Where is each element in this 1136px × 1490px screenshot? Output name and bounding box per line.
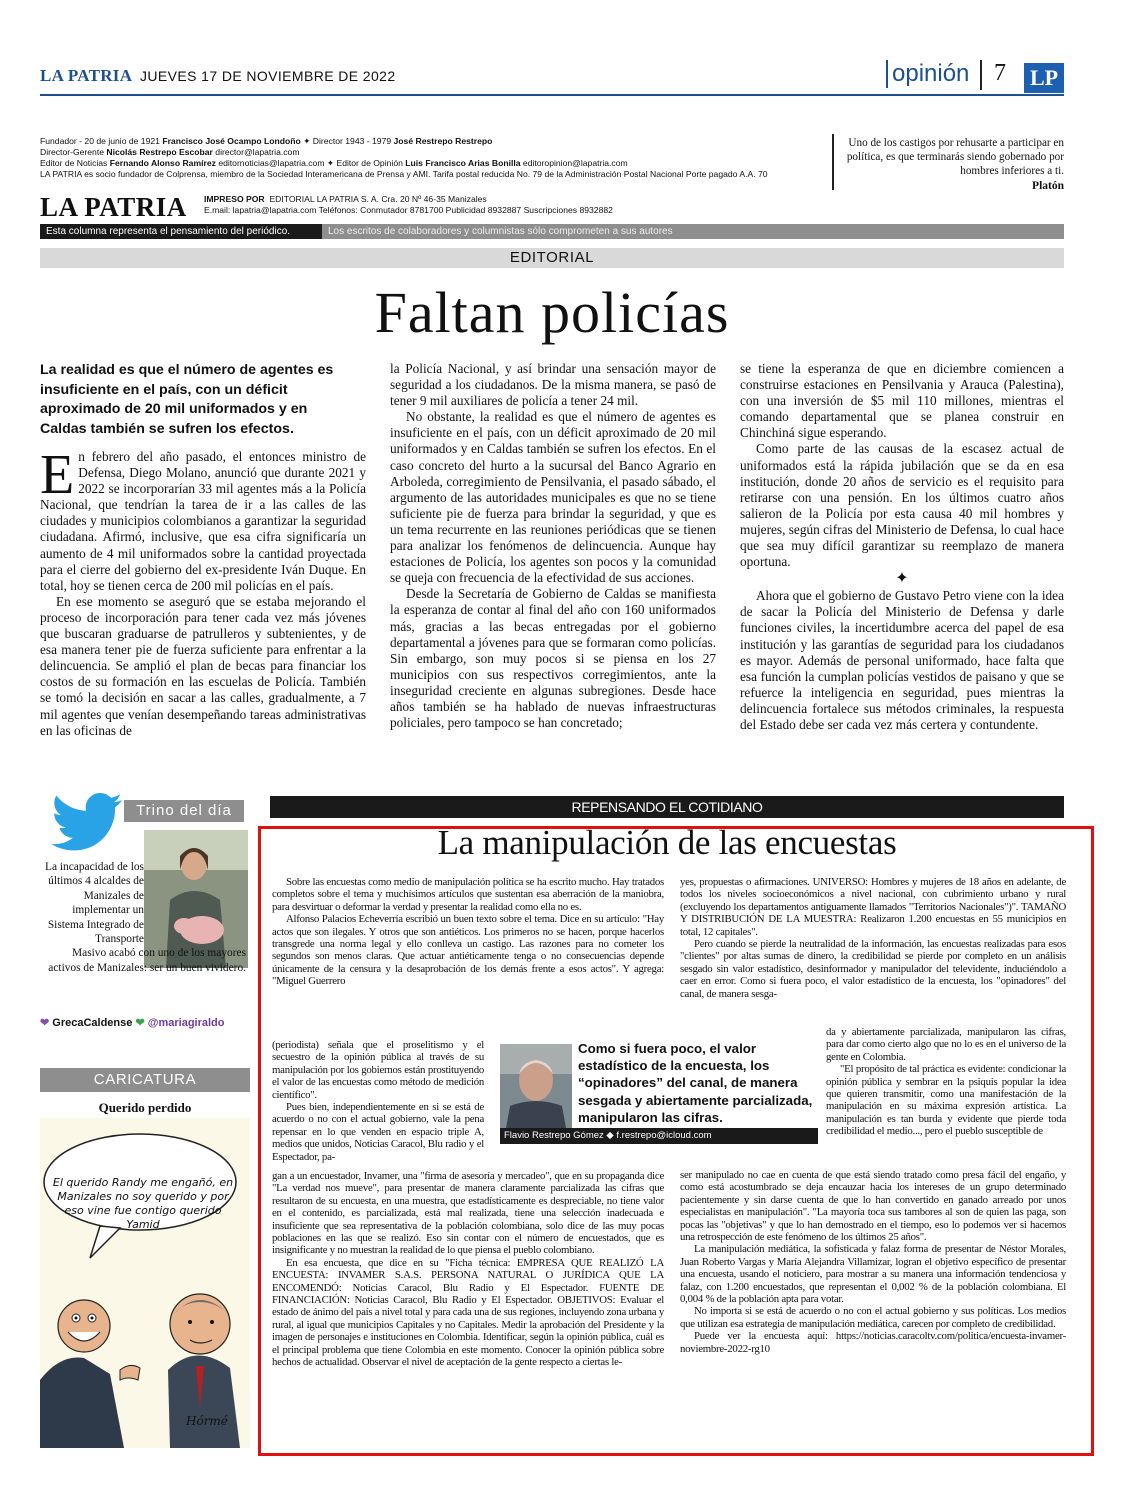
editorial-column-1 <box>40 444 366 739</box>
editorial-paragraph: la Policía Nacional, y así brindar una sensación mayor de seguridad a los ciudadanos. De la misma manera, se pasó de tener 9 mil auxiliares de policía a tener 24 mil. <box>390 361 716 409</box>
column-paragraph: Pues bien, independientemente en si se está de acuerdo o no con el actual gobierno, vale la pena repensar en lo que venden en espacio triple A, medios que unidos, Noticias Caracol, Blu radio y el Espectador, pa- <box>272 1101 484 1163</box>
caricatura-tab: CARICATURA <box>40 1068 250 1092</box>
column-text-block <box>272 1170 664 1369</box>
column-section-bar: REPENSANDO EL COTIDIANO <box>270 796 1064 818</box>
heart-icon: ❤ <box>40 1017 50 1029</box>
column-paragraph: "El propósito de tal práctica es evidente: condicionar la opinión pública y sembrar en la psiquis popular la idea que quieren transmitir, como una manifestación de la manipulación en su máxima expresión artística. La manipulación es tan burda y evidente que pierde toda credibilidad el medio..., pero el pueblo susceptible de <box>826 1063 1066 1138</box>
newspaper-logo: LA PATRIA <box>40 192 187 222</box>
credit-email: director@lapatria.com <box>215 147 300 157</box>
cartoonist-signature: Hórmé <box>186 1414 228 1428</box>
editorial-paragraph: Ahora que el gobierno de Gustavo Petro viene con la idea de sacar la Policía del Ministerio de Defensa y darle funciones civiles, la incertidumbre acerca del papel de esa institución y las garantías de seguridad para los ciudadanos es mayor. Además de personal uniformado, hace falta que esa función la cumplan policías vestidos de paisano y que se refuerce la inteligencia en seguridad, pues mientras la delincuencia fortalece sus métodos criminales, la respuesta del Estado debe ser cada vez más certera y contundente. <box>740 588 1064 732</box>
print-contacts: E.mail: lapatria@lapatria.com Teléfonos: Conmutador 8781700 Publicidad 8932887 Suscripciones 8932882 <box>204 205 613 215</box>
masthead-date: JUEVES 17 DE NOVIEMBRE DE 2022 <box>140 68 396 84</box>
cartoon-speech-bubble: El querido Randy me engañó, en Manizales no soy querido y por eso vine fue contigo querido Yamid <box>52 1176 234 1231</box>
credit-name: Luis Francisco Arias Bonilla <box>405 158 521 168</box>
tweet-text <box>40 860 246 975</box>
column-text-block <box>272 876 664 988</box>
heart-icon: ❤ <box>135 1017 145 1029</box>
credit-editors <box>40 158 628 169</box>
credit-name: José Restrepo Restrepo <box>393 136 493 146</box>
column-paragraph: da y abiertamente parcializada, manipularon las cifras, para dar como cierto algo que no lo es en el universo de la gente en Colombia. <box>826 1026 1066 1063</box>
cartoon-illustration <box>40 1118 250 1448</box>
tweet-text-rest: Masivo acabó con uno de los mayores activos de Manizales: ser un buen vividero. <box>48 947 246 974</box>
column-text-block <box>826 1026 1066 1138</box>
column-paragraph: La manipulación mediática, la sofisticada y falaz forma de presentar de Néstor Morales, Juan Roberto Vargas y María Alejandra Villamizar, logran el objetivo específico de presentar una encuesta, usando el noticiero, para mostrar a su manera una información tendenciosa y falaz, con 1.200 encuestados, que representan el 0,002 % de la población colombiana. El 0,004 % de la población apta para votar. <box>680 1243 1066 1306</box>
twitter-bird-icon <box>52 792 124 857</box>
editorial-paragraph: No obstante, la realidad es que el número de agentes es insuficiente en el país, con un déficit aproximado de 20 mil uniformados y en Caldas también se sufren los efectos. En el caso concreto del hurto a la sucursal del Banco Agrario en Arboleda, corregimiento de Pensilvania, el pasado sábado, el argumento de las autoridades municipales es que no se tiene suficiente pie de fuerza para brindar la seguridad, y que es un tema recurrente en las reuniones periódicas que se tienen para analizar los fenómenos de delincuencia. Aunque hay estaciones de Policía, los agentes son pocos y la comunidad se queja con frecuencia de la efectividad de sus acciones. <box>390 409 716 586</box>
tweet-handle[interactable]: @mariagiraldo <box>147 1017 225 1029</box>
cartoon-title: Querido perdido <box>98 1100 192 1115</box>
drop-cap: E <box>40 444 75 506</box>
section-label: opinión <box>886 60 969 88</box>
credit-founder <box>40 136 492 147</box>
column-paragraph: Pero cuando se pierde la neutralidad de la información, las encuestas realizadas para esos "clientes" por altas sumas de dinero, la credibilidad se pierde por completo en un análisis sesgado sin valor estadístico, desinformador y manipulador del televidente, induciéndolo a caer en error. Como si fuera poco, el valor estadístico de la encuesta, los "opinadores" del canal, de manera sesga- <box>680 938 1066 1000</box>
columnist-photo <box>500 1044 572 1128</box>
editorial-disclaimer: Esta columna representa el pensamiento del periódico. <box>40 224 322 239</box>
column-paragraph: No importa si se está de acuerdo o no con el actual gobierno y sus políticas. Los medios que utilizan esa estrategia de manipulación mediática, carecen por completo de credibilidad. <box>680 1305 1066 1330</box>
credit-email: editoropinion@lapatria.com <box>522 158 628 168</box>
print-label: IMPRESO POR <box>204 194 265 204</box>
credit-name: Francisco José Ocampo Londoño <box>162 136 301 146</box>
cartoon-panel <box>40 1118 250 1448</box>
editorial-paragraph: Como parte de las causas de la escasez actual de uniformados está la rápida jubilación que se da en esa institución, donde 20 años de servicio es el requisito para retirarse con una pensión. En los últimos cuatro años salieron de la Policía por esta causa 40 mil hombres y mujeres, según cifras del Ministerio de Defensa, lo cual hace que sea muy difícil garantizar su reemplazo de manera oportuna. <box>740 441 1064 570</box>
column-headline: La manipulación de las encuestas <box>437 823 897 862</box>
column-paragraph: (periodista) señala que el proselitismo y el secuestro de la opinión pública al través de su manipulación por los gobiernos están prostituyendo el valor de las encuestas como método de medición científico". <box>272 1039 484 1101</box>
editorial-section-bar: EDITORIAL <box>40 248 1064 268</box>
print-address: EDITORIAL LA PATRIA S. A. Cra. 20 Nº 46-35 Manizales <box>269 194 487 204</box>
credit-text: Director 1943 - 1979 <box>312 136 392 146</box>
pull-quote: Como si fuera poco, el valor estadístico de la encuesta, los “opinadores” del canal, de manera sesgada y abiertamente parcializada, manipularon las cifras. <box>578 1041 813 1125</box>
paragraph-text: n febrero del año pasado, el entonces ministro de Defensa, Diego Molano, anunció que durante 2021 y 2022 se incorporarían 33 mil agentes más a la Policía Nacional, que tendrían la tarea de ir a las calles de las ciudades y municipios colombianos a garantizar la seguridad ciudadana. Afirmó, inclusive, que esa cifra significaría un aumento de 4 mil uniformados sobre la cantidad proyectada para el cierre del gobierno del ex-presidente Iván Duque. En total, hoy se tienen cerca de 200 mil policías en el país. <box>40 449 366 593</box>
diamond-icon: ✦ <box>303 136 311 146</box>
editorial-paragraph: Desde la Secretaría de Gobierno de Caldas se manifiesta la esperanza de contar al final del año con 160 uniformados más, gracias a las becas entregadas por el gobierno departamental a jóvenes para que se formaran como policías. Sin embargo, son muy pocos si se piensa en los 27 municipios con sus respectivos corregimientos, ante la inseguridad creciente en algunas subregiones. Desde hace años también se ha hablado de nuevas infraestructuras policiales, pero tampoco se han concretado; <box>390 586 716 731</box>
column-paragraph: ser manipulado no cae en cuenta de que está siendo tratado como presa fácil del engaño, y como está acostumbrado se deja encauzar hacia los intereses de un grupo determinado pacientemente y sin darse cuenta de que lo han convertido en ganado arreado por unos especialistas en manipulación". "La mayoría toca sus tambores al son de quien las paga, son pocas las "objetivas" y que lo han demostrado en el tiempo, eso lo podemos ver si hacemos una retrospección de este fenómeno de los últimos 25 años". <box>680 1169 1066 1244</box>
column-text-block <box>680 876 1066 1000</box>
diamond-icon: ✦ <box>326 158 335 168</box>
credit-text: Director-Gerente <box>40 147 104 157</box>
tweet-text-lead: La incapacidad de los últimos 4 alcaldes de Manizales de implementar un Sistema Integrado de Transporte <box>45 861 144 946</box>
credit-director <box>40 147 300 158</box>
credit-text: Editor de Opinión <box>336 158 403 168</box>
column-paragraph: Alfonso Palacios Echeverría escribió un buen texto sobre el tema. Dice en su artículo: "Hay actos que son ilegales. Y otros que son antiéticos. Los primeros no se hacen, porque hacerlos transgrede una norma legal y ello conlleva un castigo. Las razones para no cometer los segundos son menos claras. Que actuar antiéticamente tenga o no consecuencias depende únicamente de la censura y la desaprobación de los demás frente a esos actos". Y agrega: "Miguel Guerrero <box>272 913 664 988</box>
credit-email: editornoticias@lapatria.com <box>218 158 325 168</box>
editorial-paragraph <box>40 444 366 594</box>
quote-text: Uno de los castigos por rehusarte a participar en política, es que terminarás siendo gobernado por hombres inferiores a ti. <box>846 137 1064 177</box>
trino-tab: Trino del día <box>124 800 244 822</box>
editorial-headline: Faltan policías <box>374 280 730 345</box>
masthead-logo: LA PATRIA <box>40 66 133 85</box>
tweet-credits <box>40 1016 266 1030</box>
credit-membership: LA PATRIA es socio fundador de Colprensa, miembro de la Sociedad Interamericana de Prensa y AMI. Tarifa postal reducida No. 79 de la Administración Postal Nacional Porte pagado A.A. 70 <box>40 169 768 179</box>
credit-name: Fernando Alonso Ramírez <box>109 158 216 168</box>
editorial-paragraph: se tiene la esperanza de que en diciembre comiencen a construirse estaciones en Pensilvania y Arauca (Palestina), con una inversión de $5 mil 110 millones, mientras el comando departamental que se planea construir en Chinchiná sigue esperando. <box>740 361 1064 441</box>
editorial-lead: La realidad es que el número de agentes es insuficiente en el país, con un déficit aproximado de 20 mil uniformados y en Caldas también se sufren los efectos. <box>40 362 334 437</box>
editorial-column-3 <box>740 361 1064 733</box>
tweet-source: GrecaCaldense <box>52 1017 133 1029</box>
column-paragraph: Sobre las encuestas como medio de manipulación política se ha escrito mucho. Hay tratados completos sobre el tema y muchísimos artículos que sustentan esa aberración de la maniobra, para desvirtuar o deformar la verdad y presentar la realidad como ella no es. <box>272 876 664 913</box>
column-text-block <box>272 1039 484 1163</box>
editorial-column-2 <box>390 361 716 731</box>
contributors-disclaimer: Los escritos de colaboradores y columnistas sólo comprometen a sus autores <box>322 224 1064 239</box>
credit-text: Fundador - 20 de junio de 1921 <box>40 136 160 146</box>
column-text-block <box>680 1169 1066 1355</box>
credit-text: Editor de Noticias <box>40 158 108 168</box>
separator-diamond-icon: ✦ <box>895 570 909 588</box>
column-paragraph: gan a un encuestador, Invamer, una "firma de asesoría y mercadeo", que en su propaganda dice "La verdad nos mueve", para presentar de manera claramente parcializada las cifras que resultaron de su encuesta, en una muestra, que estadísticamente es despreciable, no tiene valor en el contenido, es parcializada, está mal realizada, tiene una selección inadecuada e insuficiente que sea representativa de la población colombiana, solo dice de las muy pocas poblaciones en las que se realizó. Eso sin contar con el número de encuestados, que es insignificante y no muestran la realidad de lo que piensa el pueblo colombiano. <box>272 1170 664 1257</box>
column-paragraph: yes, propuestas o afirmaciones. UNIVERSO: Hombres y mujeres de 18 años en adelante, de todos los niveles socioeconómicos a nivel nacional, con cubrimiento urbano y rural (excluyendo los departamentos antiguamente llamados "Territorios Nacionales")". TAMAÑO Y DISTRIBUCIÓN DE LA MUESTRA: Realizaron 1.200 encuestas en 55 municipios en total, 12 capitales". <box>680 876 1066 938</box>
page-number: 7 <box>980 60 1006 90</box>
editorial-paragraph: En ese momento se aseguró que se estaba mejorando el proceso de incorporación para tener cada vez más jóvenes que buscaran graduarse de patrulleros y subtenientes, y de esa manera tener pie de fuerza suficiente para enfrentar a la delincuencia. Se amplió el plan de becas para financiar los costos de su formación en las escuelas de Policía. También se tomó la decisión en sacar a las calles, gradualmente, a 7 mil agentes que venían desempeñando tareas administrativas en las oficinas de <box>40 593 366 738</box>
column-paragraph: En esa encuesta, que dice en su "Ficha técnica: EMPRESA QUE REALIZÓ LA ENCUESTA: INVAMER S.A.S. PERSONA NATURAL O JURÍDICA QUE LA ENCOMENDÓ: Noticias Caracol, Blu Radio y El Espectador. FUENTE DE FINANCIACIÓN: Noticias Caracol, Blu Radio y El Espectador. OBJETIVOS: Evaluar el estado de ánimo del país a nivel total y para cada una de sus regiones, incluyendo zona urbana y rural, al igual que municipios Capitales y no Capitales. Medir la aprobación del Presidente y la imagen de personajes e instituciones en Colombia. Identificar, según la opinión pública, cuál es el principal problema que tiene Colombia en este momento. Conocer la opinión pública sobre hechos de actualidad. Observar el nivel de aceptación de la gente respecto a ciertas le- <box>272 1256 664 1369</box>
lp-brand-icon: LP <box>1024 63 1064 93</box>
quote-author: Platón <box>1032 180 1064 192</box>
column-paragraph: Puede ver la encuesta aquí: https://noticias.caracoltv.com/politica/encuesta-invamer-noviembre-2022-rg10 <box>680 1330 1066 1355</box>
masthead-rule <box>40 94 1064 96</box>
columnist-byline: Flavio Restrepo Gómez ◆ f.restrepo@icloud.com <box>500 1128 818 1144</box>
print-info <box>204 194 613 216</box>
credit-name: Nicolás Restrepo Escobar <box>106 147 213 157</box>
